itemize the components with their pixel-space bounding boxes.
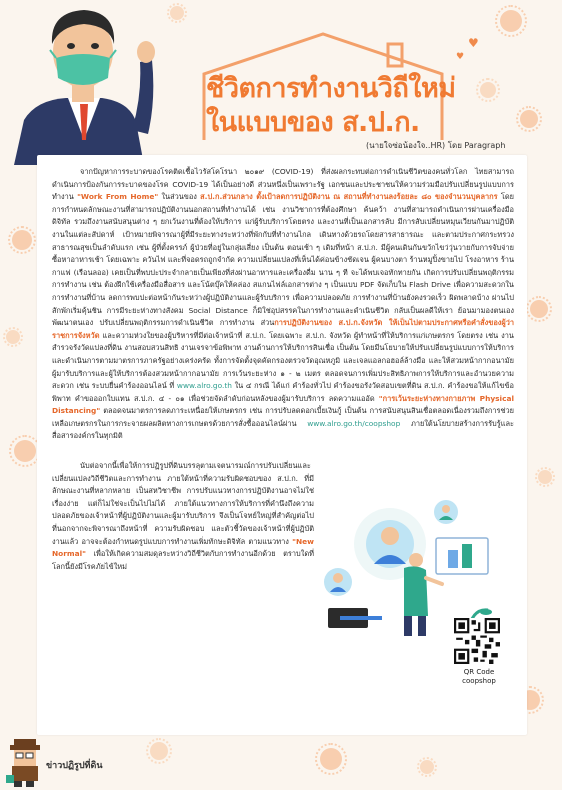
virus-decoration xyxy=(530,300,548,318)
section-mascot-logo xyxy=(4,735,44,787)
virus-decoration xyxy=(320,748,342,770)
highlight-text: "New Normal" xyxy=(52,536,314,559)
alro-website-link[interactable]: www.alro.go.th xyxy=(176,381,232,391)
qr-code-label: QR Code coopshop xyxy=(462,668,496,685)
virus-decoration xyxy=(150,742,168,760)
man-with-mask-illustration xyxy=(6,0,156,165)
virus-decoration xyxy=(6,330,20,344)
virus-decoration xyxy=(500,10,522,32)
highlight-text: "Work From Home" xyxy=(77,192,159,202)
page-title-line2: ในแบบของ ส.ป.ก. xyxy=(206,107,420,138)
page-title-line1: ชีวิตการทำงานวิถีใหม่ xyxy=(206,73,456,104)
virus-decoration xyxy=(12,230,32,250)
highlight-text: "การเว้นระยะห่างทางกายภาพ Physical Distancing" xyxy=(52,393,514,416)
virus-decoration xyxy=(420,760,434,774)
highlight-text: ส.ป.ก.ส่วนกลาง ตั้งเป้าลดการปฏิบัติงาน ณ สถานที่ทำงานลงร้อยละ ๘๐ ของจำนวนบุคลากร xyxy=(200,192,498,202)
heart-icon: ♥ xyxy=(468,36,479,50)
article-paragraph-2: นับต่อจากนี้เพื่อให้การปฏิรูปที่ดินบรรลุตามเจตนารมณ์การปรับเปลี่ยนและเปลี่ยนแปลงวิถีชีวิตและการทำงาน ภายใต้หน้าที่ความรับผิดชอบของ ส.ป.ก. ที่มีลักษณะงานที่หลากหลาย เป็นสหวิชาชีพ การปรับแนวทางการปฏิบัติงานอาจไม่ใช่เรื่องง่าย แต่ก็ไม่ใช่จะเป็นไปไม่ได้ ภายใต้แนวทางการให้บริการที่คำนึงถึงความปลอดภัยของเจ้าหน้าที่ผู้ปฏิบัติงานและผู้มารับบริการ จึงเป็นโจทย์ใหญ่ที่สำคัญต่อไป ที่นอกจากจะพิจารณาถึงหน้าที่ ความรับผิดชอบ และตัวชี้วัดของเจ้าหน้าที่ผู้ปฏิบัติงานแล้ว อาจจะต้องกำหนดรูปแบบการทำงานเพิ่มทักษะดิจิทัล ตามแนวทาง "New Normal" เพื่อให้เกิดความสมดุลระหว่างวิถีชีวิตกับการทำงานอีกด้วย ตราบใดที่โลกนี้ยังมีโรคภัยไข้ใหม่ xyxy=(52,461,314,571)
coopshop-link[interactable]: www.alro.go.th/coopshop xyxy=(307,418,401,428)
virus-decoration xyxy=(170,6,184,20)
virus-decoration xyxy=(14,440,36,462)
heart-icon: ♥ xyxy=(456,52,465,62)
highlight-text: การปฏิบัติงานของ ส.ป.ก.จังหวัด ให้เป็นไปตามประกาศหรือคำสั่งของผู้ว่าราชการจังหวัด xyxy=(52,318,514,340)
virus-decoration xyxy=(538,470,552,484)
footer-section-label: ข่าวปฏิรูปที่ดิน xyxy=(46,761,103,771)
qr-code[interactable] xyxy=(454,618,500,664)
online-meeting-illustration xyxy=(318,498,518,638)
author-byline: (นายใจซ่อน้องใจ..HR) โดย Paragraph xyxy=(366,141,506,150)
article-paragraph-1: จากปัญหาการระบาดของโรคติดเชื้อไวรัสโคโรนา ๒๐๑๙ (COVID-19) ที่ส่งผลกระทบต่อการดำเนินชีวิตของคนทั่วโลก ไทยสามารถดำเนินการป้องกันการระบาดของโรค COVID-19 ได้เป็นอย่างดี ส่วนหนึ่งเป็นเพราะรัฐ เอกชนและประชาชนให้ความร่วมมือปรับเปลี่ยนรูปแบบการทำงาน "Work From Home" ในส่วนของ ส.ป.ก.ส่วนกลาง ตั้งเป้าลดการปฏิบัติงาน ณ สถานที่ทำงานลงร้อยละ ๘๐ ของจำนวนบุคลากร โดยการกำหนดลักษณะงานที่สามารถปฏิบัติงานนอกสถานที่ทำงานได้ เช่น งานวิชาการที่ต้องศึกษา ค้นคว้า งานที่สามารถดำเนินการผ่านเครื่องมือดิจิทัล รวมถึงงานสนับสนุนต่าง ๆ ยกเว้นงานที่ต้องให้บริการ แก่ผู้รับบริการโดยตรง และงานที่เป็นเอกสารลับ มีการสับเปลี่ยนหมุนเวียนกันมาปฏิบัติงานในแต่ละสัปดาห์ เป้าหมายพิจารณาผู้ที่มีระยะทางระหว่างที่พักกับที่ทำงานไกล เดินทางด้วยรถโดยสารสาธารณะ และตามประกาศกระทรวงสาธารณสุขเป็นลำดับแรก เช่น ผู้ที่ตั้งครรภ์ ผู้ป่วยที่อยู่ในกลุ่มเสี่ยง เป็นต้น ตอนเช้า ๆ เดิมที่หน้า ส.ป.ก. มีผู้คนเดินกันขวักไขว่วุ่นวายกับการจับจ่ายซื้อหาอาหารเช้า โดยเฉพาะ ควันไฟ และที่จอดรถถูกจำกัด ความเปลี่ยนแปลงที่เห็นได้ค่อนข้างชัดเจน ผู้คนบางตา ร้านหมูปิ้งขายไป โรงอาหาร ร้านกาแฟ (เรือนลออ) เคยเป็นที่พบปะประจำกลายเป็นเพียงที่ส่งผ่านอาหารและเครื่องดื่ม นาน ๆ ที จะได้พบเจอทักทายกัน เกิดการปรับเปลี่ยนพฤติกรรมการทำงาน เช่น ต้องฝึกใช้เครื่องมือสื่อสาร และโน้ตบุ๊คให้คล่อง สแกนไฟล์เอกสารต่าง ๆ เป็นแบบ PDF จัดเก็บใน Flash Drive เพื่อความสะดวกในการทำงานที่บ้าน ลดการพบปะต่อหน้ากันระหว่างผู้ปฏิบัติงานและผู้รับบริการ เพื่อความปลอดภัย การทำงานที่บ้านยังคงรวดเร็ว ผิดพลาดบ้าง ผ่านไปสักพักเริ่มคุ้นชิน การมีระยะห่างทางสังคม Social Distance ก็มิใช่อุปสรรคในการทำงานและดำเนินชีวิต กลับเป็นผลดีให้เรา ย้อนมามองตนเอง พัฒนาตนเอง ปรับเปลี่ยนพฤติกรรมการดำเนินชีวิต การทำงาน ส่วนการปฏิบัติงานของ ส.ป.ก.จังหวัด ให้เป็นไปตามประกาศหรือคำสั่งของผู้ว่าราชการจังหวัด และความห่วงใยของผู้บริหารที่มีต่อเจ้าหน้าที่ ส.ป.ก. โดยเฉพาะ ส.ป.ก. จังหวัด ผู้ทำหน้าที่ให้บริการแก่เกษตรกร โดยตรง เช่น งานสำรวจรังวัดแปลงที่ดิน งานสอบสวนสิทธิ งานเจรจาข้อพิพาท งานด้านการให้บริการสินเชื่อ เป็นต้น โดยมีนโยบายให้ปรับเปลี่ยนรูปแบบการให้บริการ และดำเนินการตามมาตรการภาครัฐอย่างเคร่งครัด ทั้งการจัดตั้งจุดคัดกรองตรวจวัดอุณหภูมิ และเจลแอลกอฮอล์ล้างมือ และให้สวมหน้ากากอนามัย ผู้มารับบริการและผู้ให้บริการต้องสวมหน้ากากอนามัย การเว้นระยะห่าง ๑ - ๒ เมตร ตลอดจนการเพิ่มประสิทธิภาพการให้บริการและอำนวยความสะดวก เช่น ระบบยื่นคำร้องออนไลน์ ที่ www.alro.go.th ใน ๔ กรณี ได้แก่ คำร้องทั่วไป คำร้องขอรังวัดสอบเขตที่ดิน ส.ป.ก. คำร้องขอให้แก้ไขข้อพิพาท คำขอออกใบแทน ส.ป.ก. ๔ - ๐๑ เพื่อช่วยจัดลำดับก่อนหลังของผู้มารับบริการ ลดความแออัด "การเว้นระยะห่างทางกายภาพ Physical Distancing" ตลอดจนมาตรการลดภาระเหนื่อยให้เกษตรกร เช่น การปรับลดดอกเบี้ยเงินกู้ เป็นต้น การสนับสนุนสินเชื่อตลอดเนื่องรวมถึงการช่วยเหลือเกษตรกรในการกระจายผลผลิตทางการเกษตรด้วยการสั่งซื้อออนไลน์ผ่าน www.alro.go.th/coopshop ภายใต้นโยบายสร้างการรับรู้และสื่อสารองค์กรในทุกมิติ xyxy=(52,167,514,441)
